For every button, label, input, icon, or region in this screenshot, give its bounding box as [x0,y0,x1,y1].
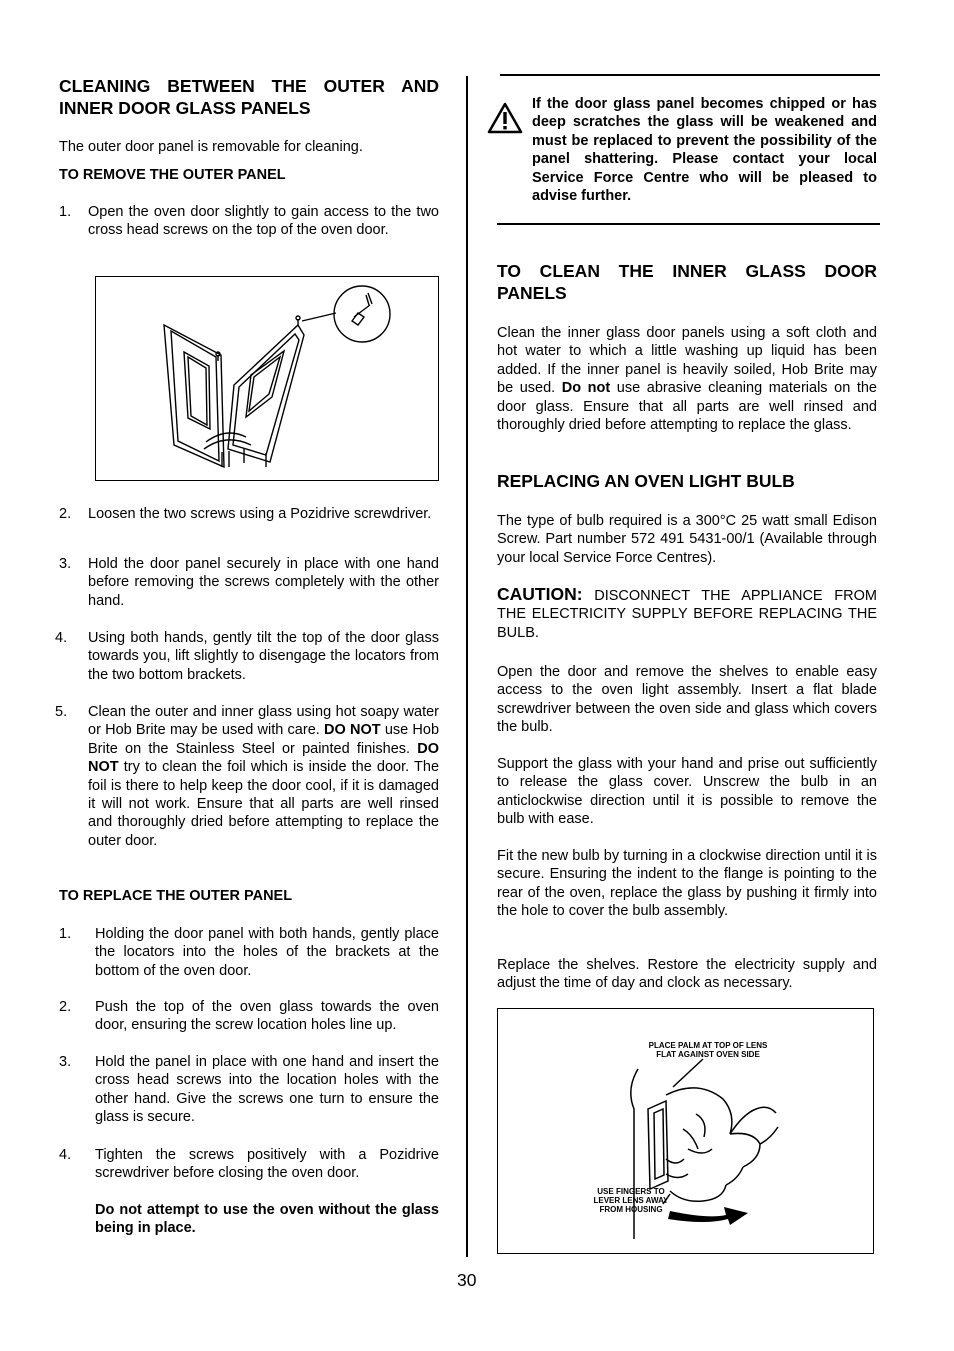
bulb-para-1: Open the door and remove the shelves to enable easy access to the oven light assembly. Insert a flat blade screwdriver between the oven side and glass which covers the bulb. [497,664,877,736]
bulb-para-2: Support the glass with your hand and prise out sufficiently to release the glass cover. Unscrew the bulb in an anticlockwise direction until it is possible to remove the bulb with ease. [497,756,877,828]
remove-title: TO REMOVE THE OUTER PANEL [59,167,286,183]
warning-text: If the door glass panel becomes chipped or has deep scratches the glass will be weakened and must be replaced to prevent the possibility of the panel shattering. Please contact your local Service Force Centre who will be pleased to advise further. [532,96,877,205]
warning-bottom-rule [497,223,880,225]
warning-icon [487,102,523,139]
remove-step-5: 5. Clean the outer and inner glass using hot soapy water or Hob Brite may be used with care. DO NOT use Hob Brite on the Stainless Steel or painted finishes. DO NOT try to clean the foil which is inside the door. The foil is there to help keep the door cool, if it is damaged it will not work. Ensure that all parts are well rinsed and thoroughly dried before attempting to replace the outer door. [55,704,440,849]
remove-step-4: 4. Using both hands, gently tilt the top of the door glass towards you, lift slightly to disengage the locators from the two bottom brackets. [55,630,439,683]
replace-title: TO REPLACE THE OUTER PANEL [59,888,293,904]
replace-step-1: 1. Holding the door panel with both hands, gently place the locators into the holes of the brackets at the bottom of the oven door. [59,926,439,979]
bulb-heading: REPLACING AN OVEN LIGHT BULB [497,471,795,491]
replace-step-4: 4. Tighten the screws positively with a Pozidrive screwdriver before closing the oven door. [59,1147,439,1182]
bulb-para-3: Fit the new bulb by turning in a clockwise direction until it is secure. Ensuring the indent to the flange is pointing to the rear of the oven, replace the glass by pushing it firmly into the hole to cover the bulb assembly. [497,848,877,920]
inner-glass-text: Clean the inner glass door panels using a soft cloth and hot water to which a little washing up liquid has been added. If the inner panel is heavily soiled, Hob Brite may be used. Do not use abrasive cleaning materials on the door glass. Ensure that all parts are well rinsed and thoroughly dried before attempting to replace the glass. [497,325,877,434]
replace-step-3: 3. Hold the panel in place with one hand and insert the cross head screws into the location holes with the other hand. Give the screws one turn to ensure the glass is secure. [59,1054,439,1126]
bulb-para-4: Replace the shelves. Restore the electricity supply and adjust the time of day and clock as necessary. [497,957,877,992]
remove-step-2: 2. Loosen the two screws using a Pozidrive screwdriver. [59,506,432,522]
section-heading-cleaning: CLEANING BETWEEN THE OUTER AND INNER DOOR GLASS PANELS [59,76,439,118]
intro-text: The outer door panel is removable for cleaning. [59,139,363,155]
page-number: 30 [457,1270,477,1290]
hand-lens-drawing [498,1009,872,1252]
fig-label-bottom: USE FINGERS TO LEVER LENS AWAY FROM HOUSING [593,1187,669,1214]
replace-step-2: 2. Push the top of the oven glass towards the oven door, ensuring the screw location holes line up. [59,999,439,1034]
final-warning: Do not attempt to use the oven without the glass being in place. [95,1202,439,1237]
warning-top-rule [500,74,880,76]
fig-label-top: PLACE PALM AT TOP OF LENS FLAT AGAINST OVEN SIDE [648,1041,768,1059]
inner-glass-heading: TO CLEAN THE INNER GLASS DOOR PANELS [497,261,877,303]
lens-removal-illustration [497,1008,874,1254]
door-panel-illustration [95,276,439,481]
remove-step-1: 1. Open the oven door slightly to gain access to the two cross head screws on the top of the oven door. [59,204,439,239]
caution-text: CAUTION: DISCONNECT THE APPLIANCE FROM THE ELECTRICITY SUPPLY BEFORE REPLACING THE BULB. [497,584,877,641]
door-panel-drawing [96,277,437,479]
bulb-text: The type of bulb required is a 300°C 25 watt small Edison Screw. Part number 572 491 5431-00/1 (Available through your local Service Force Centres). [497,513,877,566]
remove-step-3: 3. Hold the door panel securely in place with one hand before removing the screws completely with the other hand. [59,556,439,609]
column-divider [466,76,468,1257]
